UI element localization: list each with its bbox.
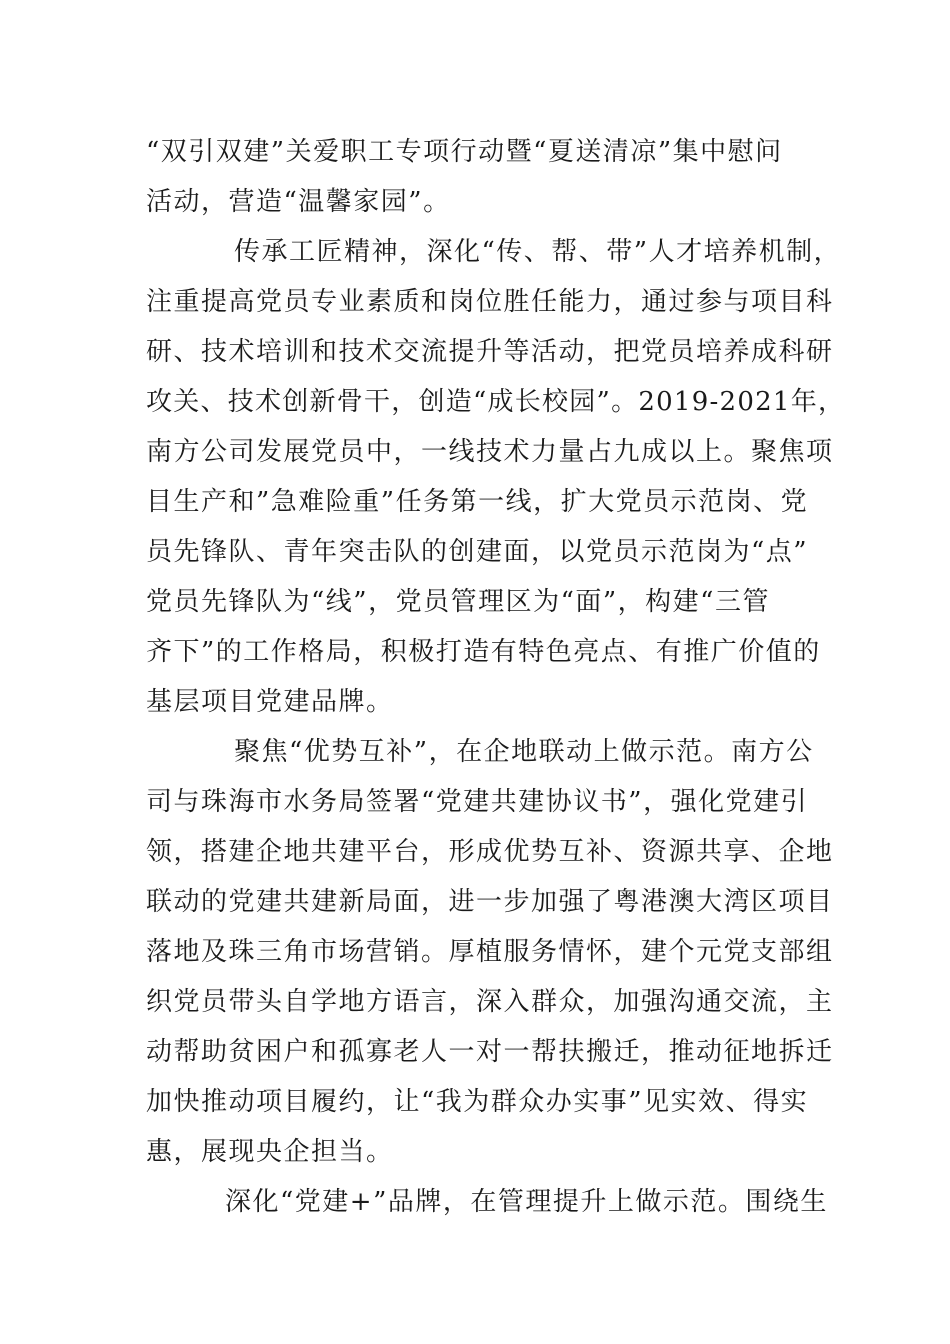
text-line-17: 落地及珠三角市场营销。厚植服务情怀，建个元党支部组 [146, 937, 834, 967]
text-line-8: 目生产和”急难险重”任务第一线，扩大党员示范岗、党 [146, 487, 809, 517]
text-line-4: 注重提高党员专业素质和岗位胜任能力，通过参与项目科 [146, 287, 834, 317]
text-line-2: 活动，营造“温馨家园”。 [146, 187, 451, 217]
text-line-11: 齐下”的工作格局，积极打造有特色亮点、有推广价值的 [146, 637, 821, 667]
text-line-1: “双引双建”关爱职工专项行动暨“夏送清凉”集中慰问 [146, 137, 783, 167]
paragraph-3-line-1: 聚焦“优势互补”，在企地联动上做示范。南方公 [234, 737, 814, 767]
text-line-15: 领，搭建企地共建平台，形成优势互补、资源共享、企地 [146, 837, 834, 867]
text-line-7: 南方公司发展党员中，一线技术力量占九成以上。聚焦项 [146, 437, 834, 467]
text-line-19: 动帮助贫困户和孤寡老人一对一帮扶搬迁，推动征地拆迁 [146, 1037, 834, 1067]
text-line-18: 织党员带头自学地方语言，深入群众，加强沟通交流，主 [146, 987, 834, 1017]
text-line-20: 加快推动项目履约，让“我为群众办实事”见实效、得实 [146, 1087, 809, 1117]
text-line-9: 员先锋队、青年突击队的创建面，以党员示范岗为“点” [146, 537, 809, 567]
paragraph-4-line-1: 深化“党建+”品牌，在管理提升上做示范。围绕生 [225, 1187, 828, 1217]
text-line-12: 基层项目党建品牌。 [146, 687, 394, 717]
paragraph-2-line-1: 传承工匠精神，深化“传、帮、带”人才培养机制， [234, 237, 842, 267]
text-line-6: 攻关、技术创新骨干，创造“成长校园”。2019-2021年， [146, 387, 846, 417]
text-line-10: 党员先锋队为“线”，党员管理区为“面”，构建“三管 [146, 587, 770, 617]
text-line-5: 研、技术培训和技术交流提升等活动，把党员培养成科研 [146, 337, 834, 367]
text-line-14: 司与珠海市水务局签署“党建共建协议书”，强化党建引 [146, 787, 809, 817]
text-line-21: 惠，展现央企担当。 [146, 1137, 394, 1167]
text-line-16: 联动的党建共建新局面，进一步加强了粤港澳大湾区项目 [146, 887, 834, 917]
